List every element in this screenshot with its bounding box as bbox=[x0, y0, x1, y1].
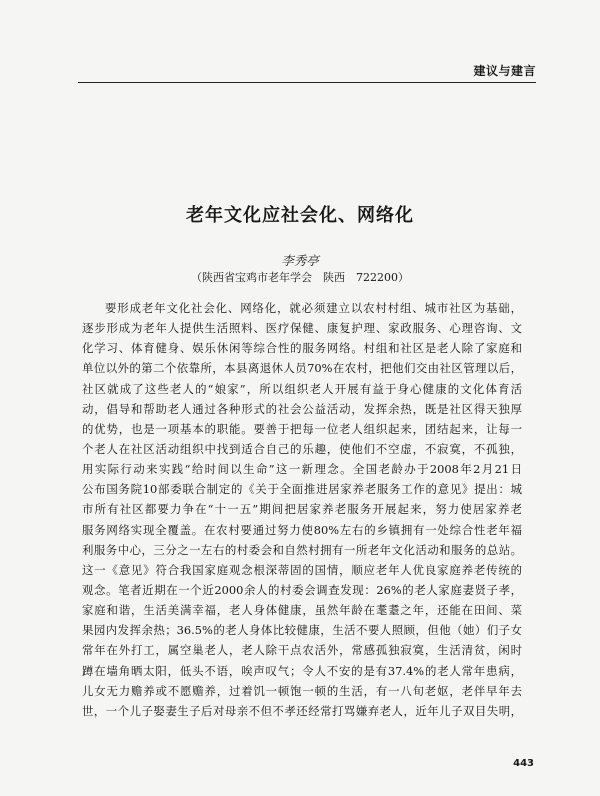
body-line: 利服务中心，三分之一左右的村委会和自然村拥有一所老年文化活动和服务的总站。 bbox=[82, 542, 522, 557]
body-line: 市所有社区都要力争在“十一五”期间把居家养老服务开展起来，努力使居家养老 bbox=[82, 502, 522, 517]
body-line: 公布国务院10部委联合制定的《关于全面推进居家养老服务工作的意见》提出：城 bbox=[82, 482, 522, 497]
body-line: 动，倡导和帮助老人通过各种形式的社会公益活动，发挥余热，既是社区得天独厚 bbox=[82, 401, 522, 416]
body-line: 家庭和谐，生活美满幸福，老人身体健康，虽然年龄在耄耋之年，还能在田间、菜 bbox=[82, 603, 522, 618]
section-tag: 建议与建言 bbox=[473, 64, 536, 78]
body-line: 化学习、体育健身、娱乐休闲等综合性的服务网络。村组和社区是老人除了家庭和 bbox=[82, 341, 522, 356]
body-line: 的优势，也是一项基本的职能。要善于把每一位老人组织起来，团结起来，让每一 bbox=[82, 421, 522, 436]
body-line: 儿女无力赡养或不愿赡养，过着饥一顿饱一顿的生活，有一八旬老妪，老伴早年去 bbox=[82, 683, 522, 698]
body-line: 服务网络实现全覆盖。在农村要通过努力使80%左右的乡镇拥有一处综合性老年福 bbox=[82, 522, 522, 537]
body-line: 逐步形成为老年人提供生活照料、医疗保健、康复护理、家政服务、心理咨询、文 bbox=[82, 321, 522, 336]
body-line: 这一《意见》符合我国家庭观念根深蒂固的国情，顺应老年人优良家庭养老传统的 bbox=[82, 562, 522, 577]
body-line: 用实际行动来实践“给时间以生命”这一新理念。全国老龄办于2008年2月21日 bbox=[82, 462, 522, 477]
body-line: 果园内发挥余热；36.5%的老人身体比较健康，生活不要人照顾，但他（她）们子女 bbox=[82, 623, 522, 638]
author-affiliation: （陕西省宝鸡市老年学会 陕西 722200） bbox=[191, 271, 409, 284]
page-number: 443 bbox=[513, 758, 534, 769]
body-line: 社区就成了这些老人的“娘家”，所以组织老人开展有益于身心健康的文化体育活 bbox=[82, 381, 522, 396]
body-line: 单位以外的第二个依靠所，本县离退休人员70%在农村，把他们交由社区管理以后， bbox=[82, 361, 522, 376]
body-line: 蹲在墙角晒太阳，低头不语，唉声叹气；令人不安的是有37.4%的老人常年患病， bbox=[82, 663, 522, 678]
article-body bbox=[82, 298, 522, 721]
header-rule bbox=[78, 82, 536, 83]
article-title: 老年文化应社会化、网络化 bbox=[186, 205, 414, 226]
body-line: 常年在外打工，属空巢老人，老人除干点农活外，常感孤独寂寞，生活清贫，闲时 bbox=[82, 643, 522, 658]
body-line: 个老人在社区活动组织中找到适合自己的乐趣，使他们不空虚，不寂寞，不孤独， bbox=[82, 441, 522, 456]
body-line: 观念。笔者近期在一个近2000余人的村委会调查发现：26%的老人家庭妻贤子孝， bbox=[82, 582, 522, 597]
body-line: 要形成老年文化社会化、网络化，就必须建立以农村村组、城市社区为基础， bbox=[105, 301, 522, 315]
article-author: 李秀亭 bbox=[281, 253, 319, 268]
body-line: 世，一个儿子娶妻生子后对母亲不但不孝还经常打骂嫌弃老人，近年儿子双目失明， bbox=[82, 703, 522, 718]
